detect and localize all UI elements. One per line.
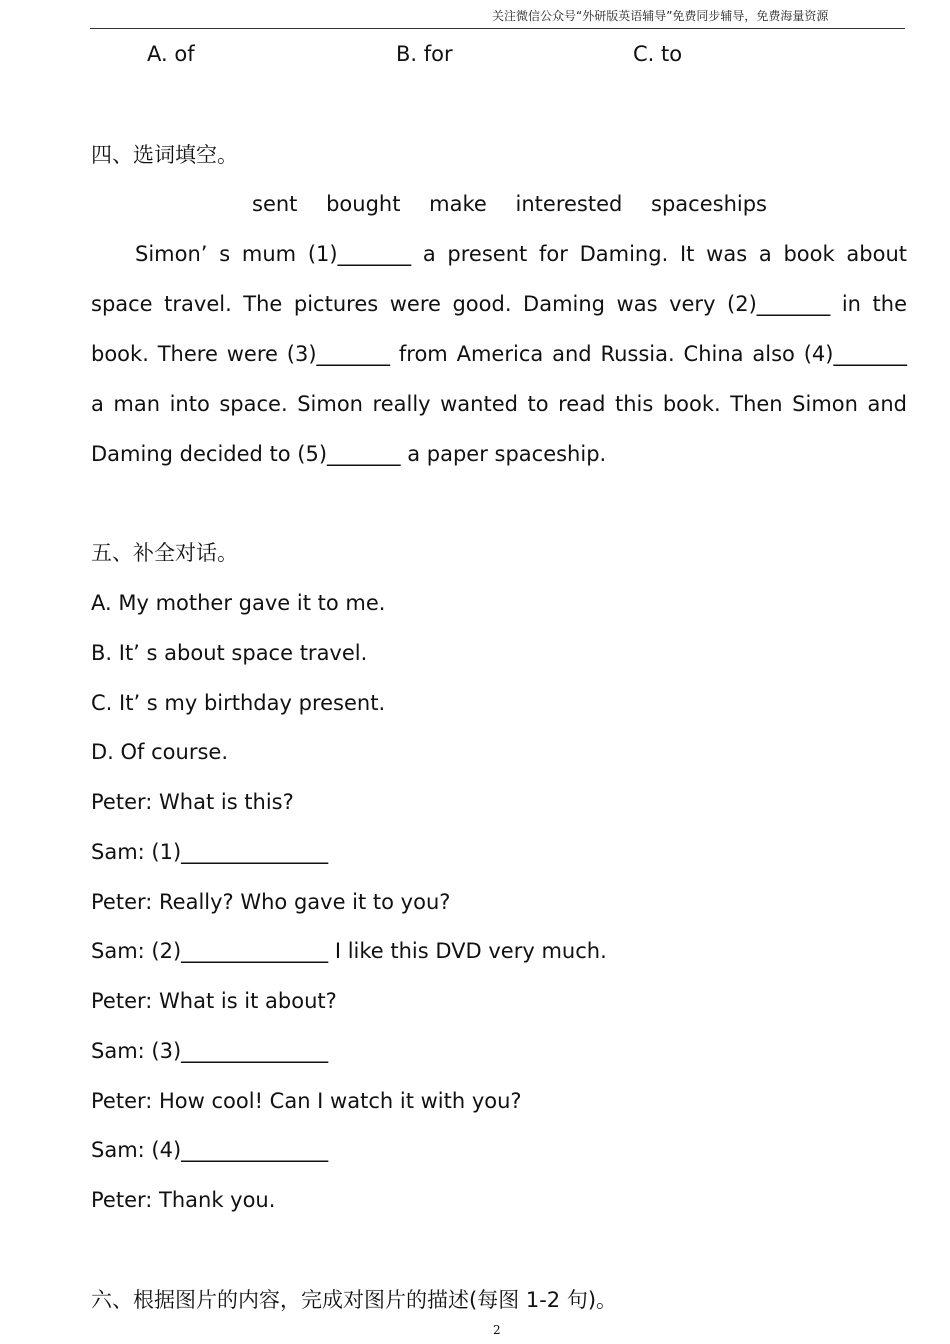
dialogue-line: Sam: (2)______________ I like this DVD very much. — [91, 939, 607, 963]
word-bank-item: interested — [515, 192, 623, 216]
dialogue-line: Peter: What is this? — [91, 790, 294, 814]
option-c: C. to — [633, 42, 683, 66]
passage-line: Simon’ s mum (1)_______ a present for Daming. It was a book about — [135, 242, 907, 266]
page-number: 2 — [493, 1323, 501, 1337]
dialogue-line: Sam: (4)______________ — [91, 1138, 329, 1162]
dialogue-line: Peter: Really? Who gave it to you? — [91, 890, 451, 914]
header-rule — [90, 28, 905, 29]
dialogue-line: Sam: (1)______________ — [91, 840, 329, 864]
header-note: 关注微信公众号“外研版英语辅导”免费同步辅导，免费海量资源 — [492, 9, 829, 23]
section6-title: 六、根据图片的内容，完成对图片的描述(每图 1-2 句)。 — [91, 1288, 618, 1312]
dialogue-line: Peter: How cool! Can I watch it with you? — [91, 1089, 522, 1113]
option-a: A. of — [147, 42, 195, 66]
dialogue-line: Peter: Thank you. — [91, 1188, 276, 1212]
word-bank-item: spaceships — [651, 192, 767, 216]
word-bank-item: make — [429, 192, 487, 216]
passage-line: Daming decided to (5)_______ a paper spaceship. — [91, 442, 607, 466]
word-bank-item: bought — [326, 192, 401, 216]
passage-line: space travel. The pictures were good. Daming was very (2)_______ in the — [91, 292, 907, 316]
answer-option: C. It’ s my birthday present. — [91, 691, 386, 715]
dialogue-line: Peter: What is it about? — [91, 989, 337, 1013]
answer-option: D. Of course. — [91, 740, 228, 764]
word-bank — [252, 190, 767, 218]
answer-option: A. My mother gave it to me. — [91, 591, 386, 615]
passage-line: a man into space. Simon really wanted to read this book. Then Simon and — [91, 392, 907, 416]
dialogue-line: Sam: (3)______________ — [91, 1039, 329, 1063]
option-b: B. for — [396, 42, 453, 66]
section4-title: 四、选词填空。 — [91, 143, 238, 167]
section5-title: 五、补全对话。 — [91, 541, 238, 565]
passage-line: book. There were (3)_______ from America and Russia. China also (4)_______ — [91, 342, 907, 366]
answer-option: B. It’ s about space travel. — [91, 641, 368, 665]
word-bank-item: sent — [252, 192, 298, 216]
